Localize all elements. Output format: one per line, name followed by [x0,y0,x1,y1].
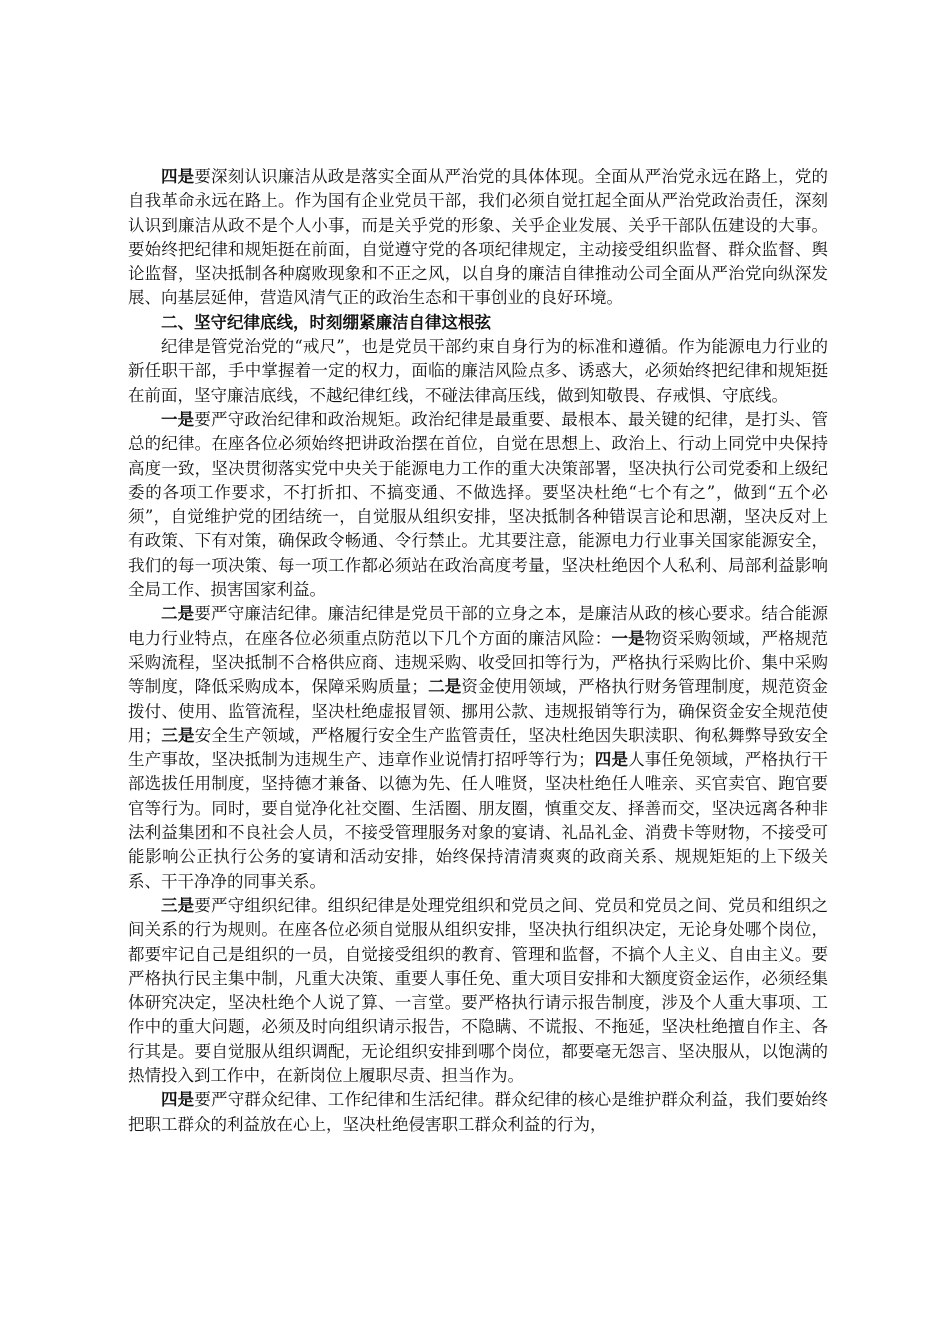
paragraph-text: 物资采购领域，严格规范采购流程，坚决抵制不合格供应商、违规采购、收受回扣等行为，严格执行采购比价、集中采购等制度，降低采购成本，保障采购质量； [128,628,829,697]
paragraph-discipline-intro: 纪律是管党治党的“戒尺”，也是党员干部约束自身行为的标准和遵循。作为能源电力行业的新任职干部，手中掌握着一定的权力，面临的廉洁风险点多、诱惑大，必须始终把纪律和规矩挺在前面，坚守廉洁底线，不越纪律红线，不碰法律高压线，做到知敬畏、存戒惧、守底线。 [128,337,828,405]
paragraph-text: 要严守组织纪律。组织纪律是处理党组织和党员之间、党员和党员之间、党员和组织之间关系的行为规则。在座各位必须自觉服从组织安排，坚决执行组织决定，无论身处哪个岗位，都要牢记自己是组织的一员，自觉接受组织的教育、管理和监督，不搞个人主义、自由主义。要严格执行民主集中制，凡重大决策、重要人事任免、重大项目安排和大额度资金运作，必须经集体研究决定，坚决杜绝个人说了算、一言堂。要严格执行请示报告制度，涉及个人重大事项、工作中的重大问题，必须及时向组织请示报告，不隐瞒、不谎报、不拖延，坚决杜绝擅自作主、各行其是。要自觉服从组织调配，无论组织安排到哪个岗位，都要毫无怨言、坚决服从，以饱满的热情投入到工作中，在新岗位上履职尽责、担当作为。 [128,895,829,1085]
paragraph-text: 要严守政治纪律和政治规矩。政治纪律是最重要、最根本、最关键的纪律，是打头、管总的纪律。在座各位必须始终把讲政治摆在首位，自觉在思想上、政治上、行动上同党中央保持高度一致，坚决贯彻落实党中央关于能源电力工作的重大决策部署，坚决执行公司党委和上级纪委的各项工作要求，不打折扣、不搞变通、不做选择。要坚决杜绝“七个有之”，做到“五个必须”，自觉维护党的团结统一，自觉服从组织安排，坚决抵制各种错误言论和思潮，坚决反对上有政策、下有对策，确保政令畅通、令行禁止。尤其要注意，能源电力行业事关国家能源安全，我们的每一项决策、每一项工作都必须站在政治高度考量，坚决杜绝因个人私利、局部利益影响全局工作、损害国家利益。 [128,409,829,600]
paragraph-political-discipline [128,408,828,602]
paragraph-text: 要严守群众纪律、工作纪律和生活纪律。群众纪律的核心是维护群众利益，我们要始终把职工群众的利益放在心上，坚决杜绝侵害职工群众利益的行为， [128,1090,829,1134]
paragraph-text: 人事任免领域，严格执行干部选拔任用制度，坚持德才兼备、以德为先、任人唯贤，坚决杜绝任人唯亲、买官卖官、跑官要官等行为。同时，要自觉净化社交圈、生活圈、朋友圈，慎重交友、择善而交，坚决远离各种非法利益集团和不良社会人员，不接受管理服务对象的宴请、礼品礼金、消费卡等财物，不接受可能影响公正执行公务的宴请和活动安排，始终保持清清爽爽的政商关系、规规矩矩的上下级关系、干干净净的同事关系。 [128,750,829,891]
paragraph-text: 要深刻认识廉洁从政是落实全面从严治党的具体体现。全面从严治党永远在路上，党的自我革命永远在路上。作为国有企业党员干部，我们必须自觉扛起全面从严治党政治责任，深刻认识到廉洁从政不是个人小事，而是关乎党的形象、关乎企业发展、关乎干部队伍建设的大事。要始终把纪律和规矩挺在前面，自觉遵守党的各项纪律规定，主动接受组织监督、群众监督、舆论监督，坚决抵制各种腐败现象和不正之风，以自身的廉洁自律推动公司全面从严治党向纵深发展、向基层延伸，营造风清气正的政治生态和干事创业的良好环境。 [128,167,829,308]
bold-lead: 一是 [611,628,645,648]
paragraph-text: 要严守廉洁纪律。廉洁纪律是党员干部的立身之本，是廉洁从政的核心要求。结合能源电力行业特点，在座各位必须重点防范以下几个方面的廉洁风险： [128,604,829,648]
bold-lead: 四是 [161,1090,195,1110]
bold-lead: 三是 [161,895,195,915]
paragraph-text: 安全生产领域，严格履行安全生产监管责任，坚决杜绝因失职渎职、徇私舞弊导致安全生产事故，坚决抵制为违规生产、违章作业说情打招呼等行为； [128,725,829,770]
paragraph-organizational-discipline [128,894,828,1088]
paragraph-point-four-integrity [128,165,828,311]
paragraph-text: 资金使用领域，严格执行财务管理制度，规范资金拨付、使用、监管流程，坚决杜绝虚报冒领、挪用公款、违规报销等行为，确保资金安全规范使用； [128,677,829,745]
bold-lead: 二是 [161,604,195,624]
paragraph-integrity-discipline [128,602,828,894]
bold-lead: 四是 [161,167,195,186]
bold-lead: 三是 [161,725,195,745]
bold-lead: 二是 [427,677,462,697]
paragraph-mass-discipline [128,1088,828,1137]
bold-lead: 四是 [594,750,629,770]
section-heading: 二、坚守纪律底线，时刻绷紧廉洁自律这根弦 [161,312,491,332]
document-page [128,165,828,1137]
bold-lead: 一是 [161,409,195,429]
